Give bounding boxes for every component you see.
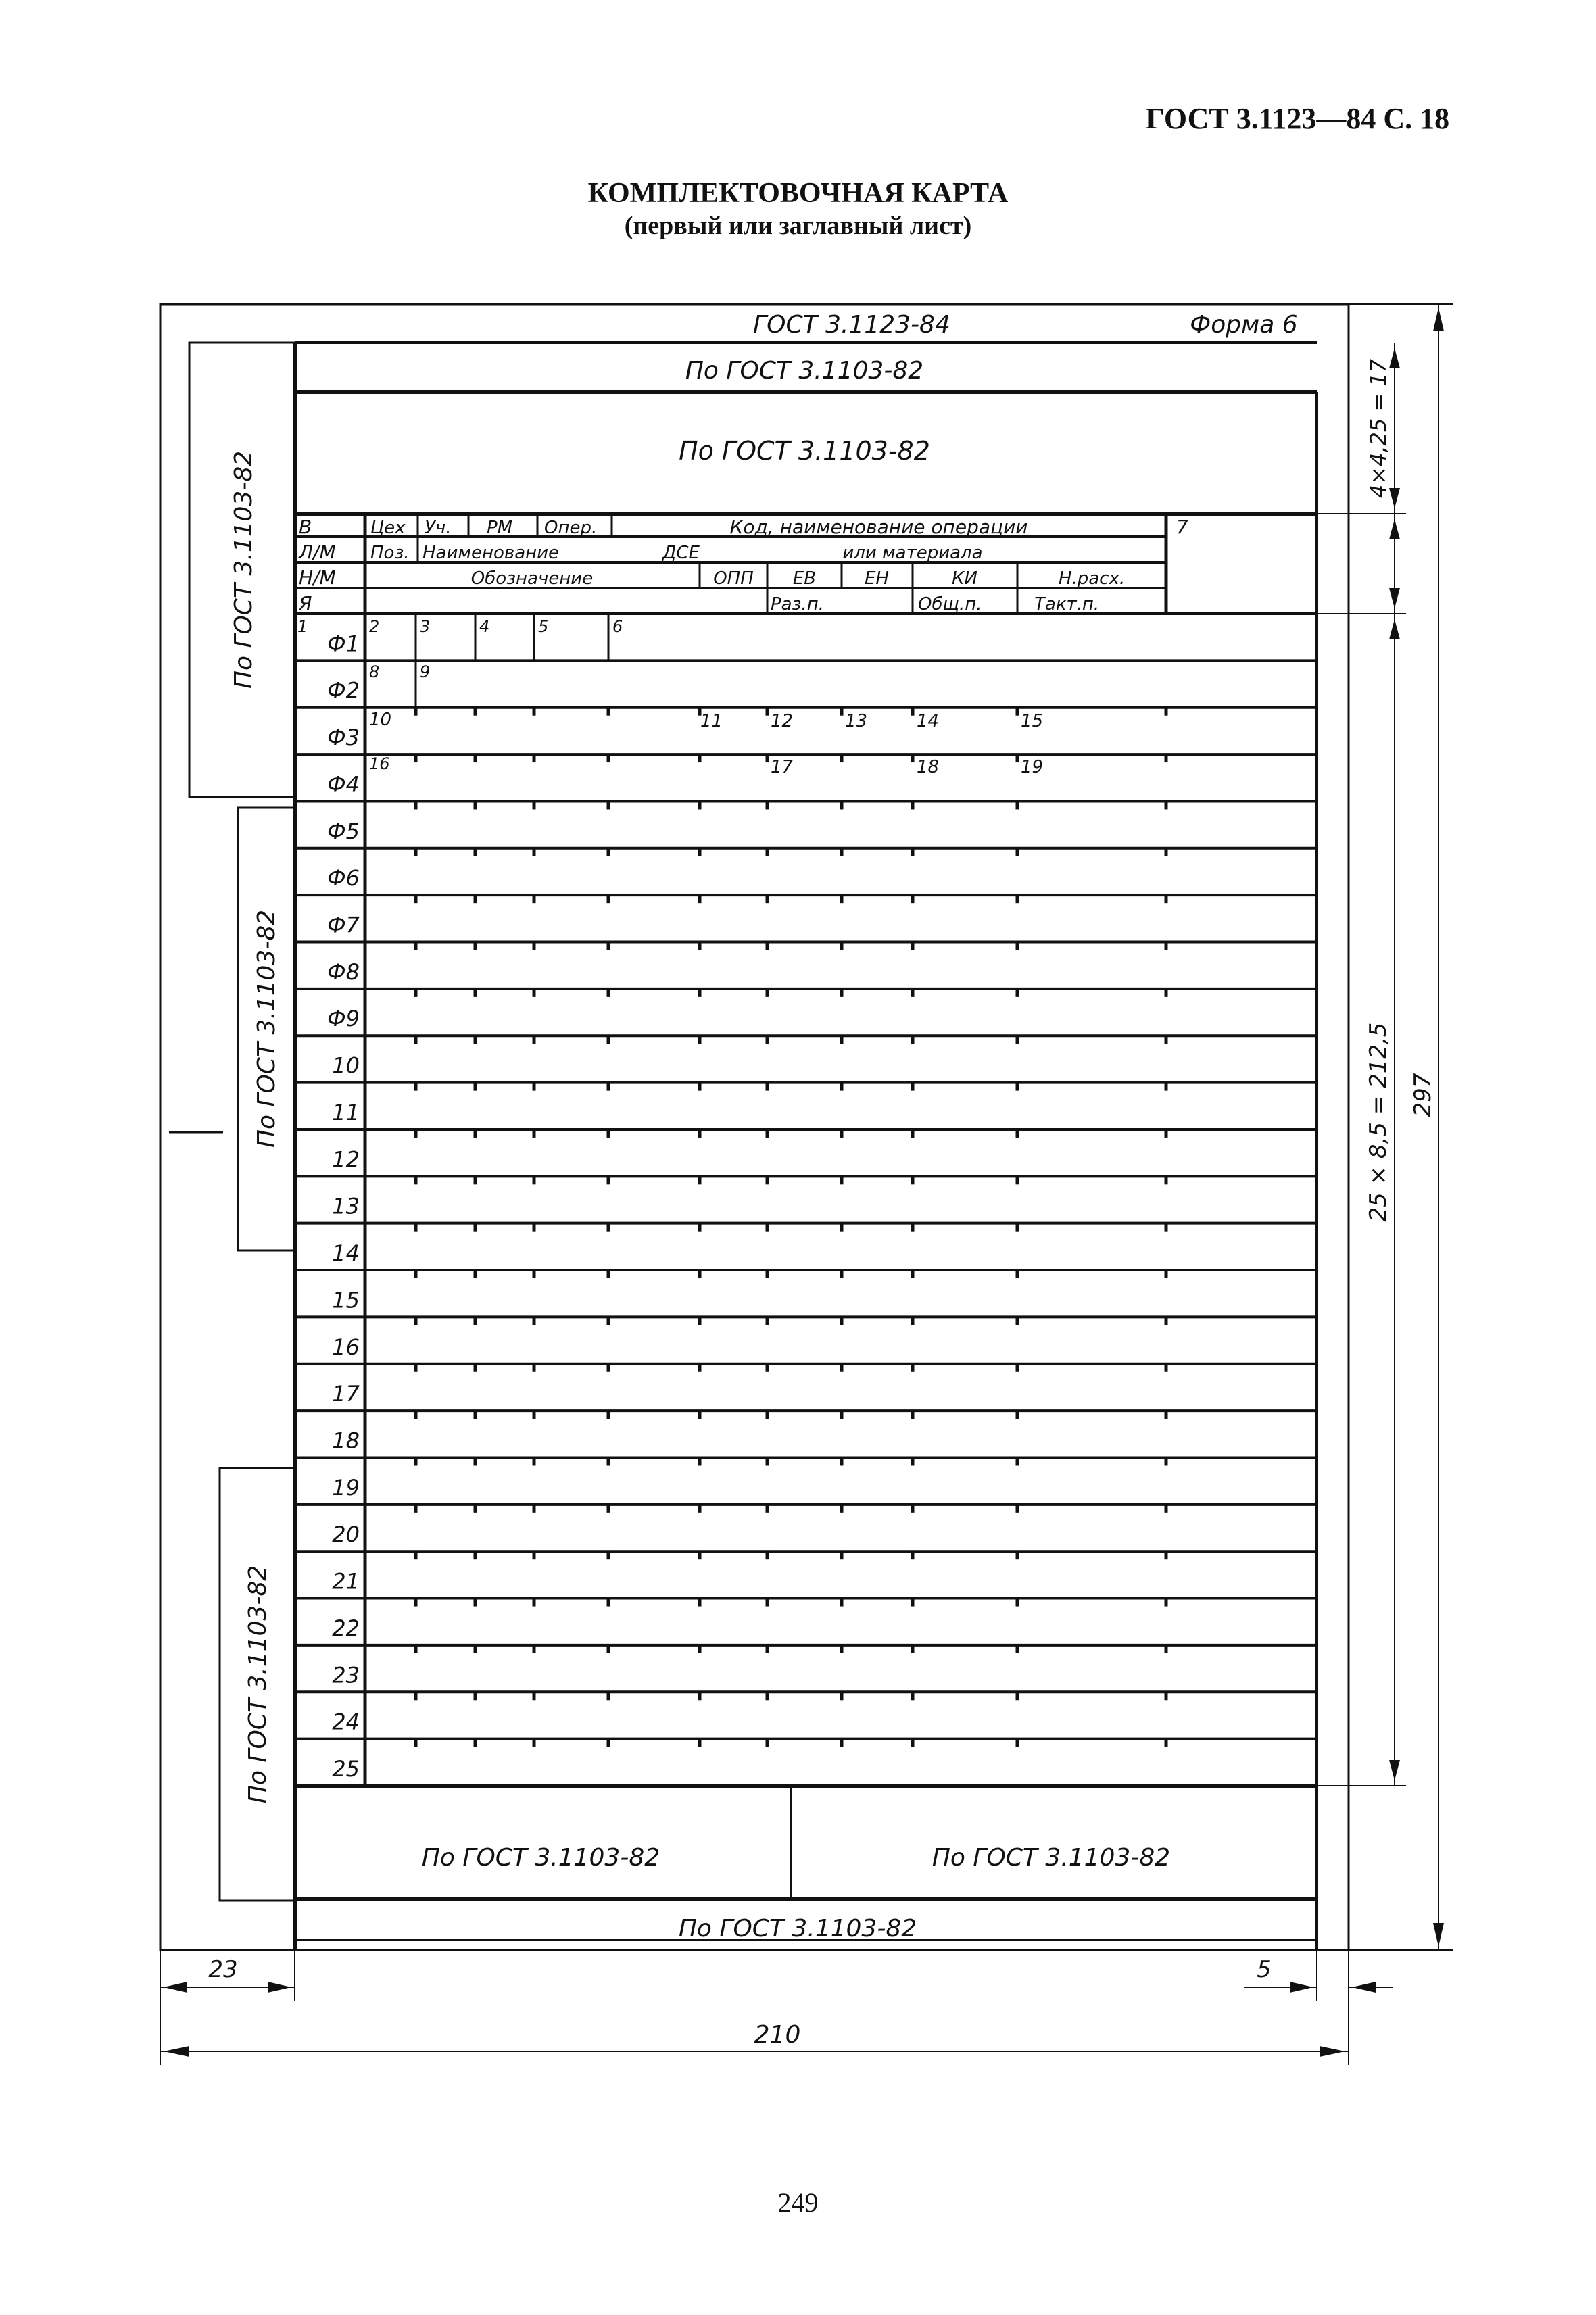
col-dse: ДСЕ (662, 543, 700, 563)
col-ili-mat: или материала (842, 543, 983, 563)
field-19: 19 (1021, 757, 1044, 777)
page-subtitle: (первый или заглавный лист) (624, 212, 972, 240)
row-label: Ф1 (327, 631, 360, 657)
row-label: 23 (332, 1662, 360, 1688)
row-label: Ф4 (327, 771, 360, 798)
field-17: 17 (771, 757, 794, 777)
dim-left-margin: 23 (208, 1956, 238, 1983)
col-oboz: Обозначение (470, 568, 594, 589)
row-ya-code: Я (299, 592, 312, 614)
row-label: 15 (332, 1287, 360, 1313)
row-label: 22 (332, 1615, 360, 1641)
field-15: 15 (1021, 711, 1044, 731)
row-v-code: В (299, 516, 312, 538)
col-tseh: Цех (370, 518, 406, 538)
row-label: 16 (332, 1334, 360, 1360)
row-label: 11 (332, 1099, 360, 1125)
field-8: 8 (369, 662, 380, 681)
dim-width: 210 (754, 2021, 801, 2049)
field-2: 2 (369, 617, 380, 636)
ref-top-2: По ГОСТ 3.1103-82 (679, 436, 930, 466)
row-label: 21 (332, 1568, 360, 1594)
col-opp: ОПП (713, 568, 754, 589)
field-5: 5 (538, 617, 549, 636)
row-label: 13 (332, 1193, 360, 1219)
data-rows (295, 631, 1317, 1786)
row-label: Ф6 (327, 865, 360, 892)
dim-right-margin: 5 (1257, 1956, 1272, 1983)
row-lm-code: Л/М (299, 541, 336, 563)
dim-top-block: 4×4,25 = 17 (1365, 358, 1391, 499)
row-label: Ф8 (327, 958, 360, 985)
col-takt: Такт.п. (1034, 594, 1100, 614)
col-naim: Наименование (422, 543, 560, 563)
field-18: 18 (917, 757, 940, 777)
page-number: 249 (777, 2187, 819, 2218)
row-label: Ф7 (327, 912, 360, 938)
field-7: 7 (1176, 516, 1188, 538)
row-label: 25 (332, 1756, 360, 1782)
field-12: 12 (771, 711, 794, 731)
col-oper: Опер. (544, 518, 598, 538)
ref-side-bottom: По ГОСТ 3.1103-82 (244, 1565, 272, 1804)
form-standard: ГОСТ 3.1123-84 (753, 311, 950, 339)
field-9: 9 (420, 662, 431, 681)
field-11: 11 (700, 711, 723, 731)
ref-side-top: По ГОСТ 3.1103-82 (230, 450, 258, 689)
col-obsch: Общ.п. (918, 594, 982, 614)
col-raz: Раз.п. (771, 594, 824, 614)
dim-height: 297 (1409, 1073, 1436, 1117)
form-name: Форма 6 (1190, 311, 1298, 339)
row-label: 19 (332, 1474, 360, 1501)
field-14: 14 (917, 711, 940, 731)
field-10: 10 (369, 710, 392, 730)
dim-rows-block: 25 × 8,5 = 212,5 (1365, 1022, 1392, 1222)
col-ev: ЕВ (792, 568, 817, 589)
field-6: 6 (612, 617, 623, 636)
ref-side-mid: По ГОСТ 3.1103-82 (253, 909, 281, 1148)
ref-bottom-left: По ГОСТ 3.1103-82 (421, 1844, 660, 1872)
col-uch: Уч. (425, 518, 452, 538)
col-ki: КИ (952, 568, 977, 589)
row-nm-code: Н/М (299, 566, 336, 589)
row-label: Ф5 (327, 818, 360, 844)
row-label: 18 (332, 1428, 360, 1454)
col-rm: РМ (487, 518, 513, 538)
field-16: 16 (369, 754, 390, 773)
row-label: 17 (332, 1381, 360, 1407)
running-header: ГОСТ 3.1123—84 С. 18 (1146, 102, 1450, 135)
col-op-name: Код, наименование операции (729, 516, 1028, 538)
field-1: 1 (297, 617, 308, 636)
ref-top-1: По ГОСТ 3.1103-82 (685, 357, 924, 385)
field-3: 3 (420, 617, 431, 636)
page-title: КОМПЛЕКТОВОЧНАЯ КАРТА (587, 178, 1009, 209)
row-label: 14 (332, 1240, 360, 1267)
ref-bottom-strip: По ГОСТ 3.1103-82 (678, 1915, 917, 1943)
col-poz: Поз. (370, 543, 410, 563)
row-label: 12 (332, 1146, 360, 1173)
row-label: 10 (332, 1052, 360, 1079)
row-label: Ф9 (327, 1006, 360, 1032)
col-en: ЕН (865, 568, 889, 589)
row-label: Ф3 (327, 725, 360, 751)
field-4: 4 (479, 617, 490, 636)
row-label: Ф2 (327, 677, 360, 704)
col-nrash: Н.расх. (1058, 568, 1126, 589)
ref-bottom-right: По ГОСТ 3.1103-82 (932, 1844, 1171, 1872)
field-13: 13 (845, 711, 868, 731)
sheet-border (160, 304, 1349, 1950)
row-label: 20 (332, 1521, 360, 1548)
row-label: 24 (332, 1709, 360, 1735)
